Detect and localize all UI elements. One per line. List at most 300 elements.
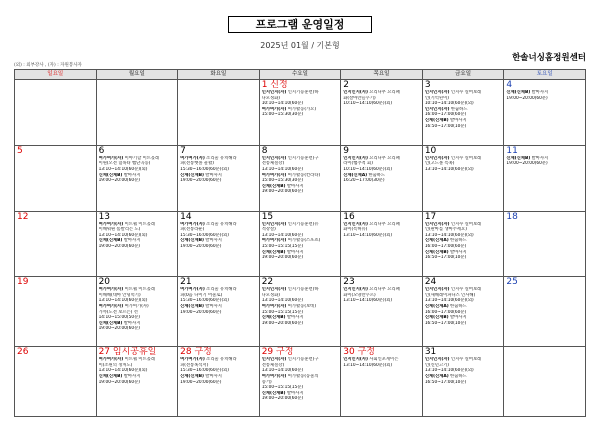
program-text: 13:10~14:10(60분): [261, 166, 304, 172]
program-text: 13:10~14:10(60분)(외): [424, 166, 474, 172]
program-text: 13:10~14:10(60분): [261, 368, 304, 374]
day-number: [425, 80, 502, 90]
program-category: 인지인지(자): [261, 287, 287, 293]
day-number: [17, 146, 94, 156]
day-cell: [422, 347, 504, 417]
calendar-body: [15, 80, 586, 417]
program-category: 인지인지(자): [424, 357, 450, 363]
day-number: [425, 277, 502, 287]
program-entry: [262, 189, 339, 195]
program-text: 발마사지: [285, 183, 304, 189]
day-cell: [259, 80, 341, 146]
day-number: [343, 212, 420, 222]
day-cell: [341, 145, 423, 211]
program-text: 16:00~17:00(60분): [424, 243, 467, 249]
day-cell: [96, 80, 178, 146]
program-entry: [425, 380, 502, 386]
program-entry: [425, 167, 502, 173]
program-category: 신체(신체B): [180, 238, 204, 244]
day-cell: [504, 277, 586, 347]
program-text: 이(소원의 정처도): [98, 362, 133, 368]
program-text: 피(전통헷볼 물활): [180, 161, 214, 167]
program-text: 16:50~17:00(10분): [424, 255, 467, 261]
weekday-header: 수요일: [259, 70, 341, 80]
day-number-value: 13: [98, 211, 111, 222]
program-text: 발마사지: [448, 117, 467, 123]
program-text: 소리울 유치해라: [204, 221, 237, 227]
program-entry: [425, 321, 502, 327]
weekday-header-row: [15, 70, 586, 80]
program-entry: [99, 244, 176, 250]
program-category: 신체(신체A): [424, 304, 449, 310]
day-number-value: 28: [180, 347, 192, 358]
program-text: 화이(특허유): [343, 227, 368, 233]
day-number: [99, 146, 176, 156]
program-text: 인지기능훈련(하: [286, 287, 319, 293]
day-number: [506, 277, 583, 287]
program-text: 13:10~14:10(60분)(외): [424, 232, 474, 238]
program-entry: [99, 380, 176, 386]
program-text: 10:10~14:10(60분)(외): [343, 101, 393, 107]
program-text: 19:00~20:00(60분): [98, 379, 140, 385]
program-category: 인지인지(자): [343, 357, 368, 363]
day-number-value: 18: [506, 211, 518, 222]
program-category: 신체(신체B): [261, 390, 286, 396]
day-cell: [15, 145, 97, 211]
program-text: 13:10~14:10(60분)(외): [343, 232, 393, 238]
program-entry: [180, 244, 257, 250]
day-number-value: 25: [506, 277, 518, 288]
weekday-header: 목요일: [341, 70, 423, 80]
program-text: 이트웰 이트홀레: [123, 287, 156, 293]
program-text: 14:10~15:00(50분): [98, 315, 140, 321]
day-number: [343, 347, 420, 357]
page-title: 프로그램 운영일정: [228, 16, 372, 33]
day-number-value: 17: [424, 211, 437, 222]
program-text: 발마사지: [285, 390, 304, 396]
day-cell: [259, 277, 341, 347]
program-category: 여가여가(자): [261, 172, 287, 178]
program-text: 10:10~14:10(60분): [261, 101, 304, 107]
program-text: 13:10~14:10(60분): [261, 298, 304, 304]
day-cell: [15, 277, 97, 347]
program-text: 이야기할 이트홀레: [123, 155, 160, 161]
day-number: [506, 80, 583, 90]
program-text: 적강살): [261, 227, 276, 233]
program-category: 인지인지(자): [424, 106, 450, 112]
program-text: 발마사지: [122, 238, 141, 244]
program-text: 인(판마를 생마주세요): [424, 227, 467, 233]
day-number: [262, 212, 339, 222]
program-text: 19:00~20:00(60분): [180, 309, 222, 315]
day-number: [343, 277, 420, 287]
week-row: [15, 347, 586, 417]
program-category: 여가여가(자): [98, 357, 124, 363]
day-number: [506, 212, 583, 222]
program-text: 19:00~20:00(60분): [180, 379, 222, 385]
program-text: 인지수 실버보레: [449, 221, 482, 227]
program-text: 요리나무 요리패: [367, 221, 400, 227]
program-text: 전통체질강): [261, 362, 285, 368]
program-text: 여가활동(가요): [286, 106, 316, 112]
day-number-value: 3: [424, 80, 431, 90]
program-text: 19:00~20:00(60분): [261, 320, 304, 326]
program-text: 16:50~17:00(10분): [424, 123, 467, 129]
day-number: [17, 347, 94, 357]
program-text: 인(신년고기): [424, 362, 449, 368]
program-text: 여가활동(컨라타): [286, 172, 321, 178]
program-category: 신체(신체B): [180, 304, 204, 310]
program-text: 16:20~17:00(30분): [343, 178, 385, 184]
day-cell: [15, 211, 97, 277]
day-number: [99, 212, 176, 222]
day-number-value: 10: [424, 145, 437, 156]
program-text: 13:10~14:10(60분)(외): [424, 368, 474, 374]
program-category: 여가여가(자): [180, 155, 205, 161]
program-text: 발마사지: [203, 238, 222, 244]
day-cell: [422, 145, 504, 211]
day-number: [506, 146, 583, 156]
program-text: 이해워뭔 롬발리는 도): [98, 227, 141, 233]
program-entry: [343, 363, 420, 369]
day-cell: [422, 80, 504, 146]
holiday-label: 임시공휴일: [112, 347, 157, 358]
program-text: 15:30~16:00(60분)(외): [180, 298, 229, 304]
day-cell: [259, 211, 341, 277]
program-category: 인지인지(자): [261, 357, 287, 363]
program-text: 13:10~14:10(60분)(외): [343, 298, 393, 304]
week-row: [15, 211, 586, 277]
program-text: 사회인포게이은: [367, 357, 399, 363]
program-text: 13:10~14:10(60분)(외): [98, 298, 148, 304]
program-text: 15:00~15:30(30분): [261, 112, 304, 118]
day-number-value: 23: [343, 277, 355, 288]
program-text: 19:00~20:00(60분): [261, 255, 304, 261]
day-number-value: 1: [261, 80, 268, 90]
program-text: 발마사지: [530, 90, 549, 95]
program-text: 인(고드볼 특혹): [424, 161, 455, 167]
program-text: 발마사지: [203, 304, 222, 310]
program-category: 인지인지(자): [261, 90, 287, 95]
day-cell: [178, 145, 260, 211]
day-number: [262, 347, 339, 357]
program-text: 19:00~20:00(60분): [180, 178, 222, 184]
program-category: 인지인지(자): [424, 90, 450, 95]
program-category: 인지인지(자): [343, 155, 368, 161]
program-text: 인지수 실버보레: [449, 155, 482, 161]
program-text: 15:00~15:30(30분): [261, 178, 304, 184]
program-text: 인지수 실버보레: [449, 90, 482, 95]
program-category: 여가여가(자): [261, 106, 287, 112]
program-entry: [425, 255, 502, 261]
holiday-label: 신정: [270, 80, 288, 90]
program-text: 16:00~17:00(60분): [424, 112, 467, 118]
holiday-label: 구정: [194, 347, 212, 358]
program-text: 요리나무 요리패: [367, 90, 400, 95]
program-text: 피(전통라운): [180, 227, 205, 233]
program-text: 발마사지: [122, 373, 141, 379]
program-category: 신체(신체B): [98, 320, 123, 326]
program-entry: [343, 101, 420, 107]
program-text: 이트웰 이트홀레: [123, 357, 156, 363]
weekday-header: 토요일: [504, 70, 586, 80]
day-number-value: 19: [17, 277, 29, 288]
program-text: 발마사지: [122, 320, 141, 326]
day-number: [99, 277, 176, 287]
day-cell: [422, 277, 504, 347]
program-entry: [262, 112, 339, 118]
program-text: 13:10~14:10(60분)(외): [343, 362, 393, 368]
program-text: 피(0음 나이기 어물로): [180, 292, 223, 298]
program-text: 13:10~14:10(60분)(외): [424, 298, 474, 304]
legend-note: (외) : 외부강사 , (자) : 자원봉사자: [14, 63, 82, 68]
program-text: 15:00~15:15(15분): [261, 385, 304, 391]
day-cell: [504, 80, 586, 146]
program-entry: [262, 321, 339, 327]
program-text: 15:00~15:15(15분): [261, 309, 304, 315]
program-text: 발마사지: [530, 155, 549, 161]
program-text: 요리나무 요리패: [367, 155, 400, 161]
program-text: 13:10~14:10(60분)(외): [98, 166, 148, 172]
program-text: 19:00~20:00(60분): [98, 326, 140, 332]
program-text: 19:00~20:00(60분): [506, 161, 548, 167]
program-category: 신체(신체B): [180, 373, 204, 379]
day-number-value: 20: [98, 277, 111, 288]
weekday-header: 일요일: [15, 70, 97, 80]
program-category: 여가여가(자): [180, 221, 205, 227]
program-text: 19:00~20:00(60분): [261, 189, 304, 195]
day-cell: [341, 277, 423, 347]
program-entry: [343, 178, 420, 184]
program-category: 여가여가(자): [98, 304, 124, 310]
program-text: 인지기능훈련(구: [286, 155, 319, 161]
program-text: 인지수 실버보레: [449, 287, 482, 293]
day-cell: [178, 277, 260, 347]
program-entry: [425, 124, 502, 130]
day-number-value: 4: [506, 80, 513, 90]
program-text: 한숨하드: [448, 373, 467, 379]
program-text: 한숨하드: [448, 304, 467, 310]
program-text: 소리울 유치해라: [204, 287, 237, 293]
day-number-value: 12: [17, 211, 29, 222]
program-entry: [262, 396, 339, 402]
program-category: 여가여가(자): [98, 221, 124, 227]
program-text: 한숨하드: [367, 172, 386, 178]
program-entry: [506, 161, 583, 167]
program-category: 인지인지(자): [343, 90, 368, 95]
day-number: [99, 347, 176, 357]
day-number-value: 22: [261, 277, 274, 288]
program-text: 인지수 실버보레: [449, 357, 482, 363]
program-entry: [180, 178, 257, 184]
program-category: 인지인지(자): [343, 287, 368, 293]
program-text: 13:10~14:10(60분)(외): [98, 232, 148, 238]
week-row: [15, 80, 586, 146]
day-number: [343, 80, 420, 90]
program-category: 신체(신체B): [98, 172, 123, 178]
program-text: 한숨하드: [449, 106, 468, 112]
program-category: 여가여가(자): [98, 155, 124, 161]
weekday-header: 금요일: [422, 70, 504, 80]
program-category: 여가여가(자): [261, 304, 287, 310]
program-text: 여가활동(보데): [286, 304, 316, 310]
day-number-value: 5: [17, 145, 23, 156]
week-row: [15, 277, 586, 347]
program-category: 인지인지(자): [261, 221, 287, 227]
program-category: 신체(신체B): [424, 315, 449, 321]
day-number-value: 11: [506, 145, 518, 156]
program-category: 신체(신체B): [98, 238, 123, 244]
center-name: 한솔너싱홈정원센터: [512, 53, 586, 63]
program-category: 인지인지(자): [261, 155, 287, 161]
day-number: [180, 146, 257, 156]
holiday-label: 구정: [357, 347, 375, 358]
day-number-value: 15: [261, 211, 274, 222]
program-text: 인지기능훈련(하: [286, 90, 319, 95]
day-number-value: 31: [424, 347, 437, 358]
day-cell: [15, 347, 97, 417]
program-category: 신체(신체B): [506, 155, 531, 161]
program-text: 다모정화): [261, 95, 280, 101]
program-category: 여가여가(자): [98, 287, 124, 293]
program-text: 이해해(대마 안녕먹기): [98, 292, 141, 298]
program-category: 신체(신체B): [261, 183, 286, 189]
day-cell: [178, 211, 260, 277]
day-cell: [504, 145, 586, 211]
program-entry: [343, 233, 420, 239]
day-cell: [341, 211, 423, 277]
day-number: [180, 347, 257, 357]
program-entry: [99, 178, 176, 184]
day-cell: [259, 145, 341, 211]
day-number: [262, 80, 339, 90]
day-cell: [422, 211, 504, 277]
program-category: 신체(신체B): [180, 172, 204, 178]
program-text: 발마사지: [448, 315, 467, 321]
program-text: 13:10~14:10(60분)(외): [98, 368, 148, 374]
program-category: 신체(신체B): [261, 315, 286, 321]
program-text: 인지기능훈련(유: [286, 221, 319, 227]
day-cell: [96, 211, 178, 277]
day-cell: [15, 80, 97, 146]
program-text: 피(전통혹석서): [180, 362, 209, 368]
day-number-value: 8: [261, 145, 268, 156]
program-entry: [180, 380, 257, 386]
program-text: 15:30~16:00(60분)(외): [180, 368, 229, 374]
program-text: 화(살아만들쿠기): [343, 95, 376, 101]
program-text: 한숨하드: [448, 238, 467, 244]
program-category: 신체(신체B): [424, 117, 449, 123]
day-cell: [96, 277, 178, 347]
program-text: 화이(모양만쿠르): [343, 292, 376, 298]
week-row: [15, 145, 586, 211]
program-category: 여가여가(자): [180, 287, 205, 293]
program-category: 인지인지(자): [424, 221, 450, 227]
program-text: 가까(도전 보르는) 선: [98, 309, 138, 315]
program-category: 인지인지(자): [424, 287, 450, 293]
program-text: 다모정화): [261, 292, 280, 298]
day-number: [425, 347, 502, 357]
program-category: 신체(신체B): [98, 373, 123, 379]
program-text: 소리울 유치해라: [204, 155, 237, 161]
day-cell: [259, 347, 341, 417]
program-category: 인지인지(자): [343, 221, 368, 227]
program-text: 15:30~16:00(60분)(외): [180, 166, 229, 172]
program-text: 요리나무 요리패: [367, 287, 400, 293]
calendar-table: [14, 69, 586, 417]
day-cell: [504, 347, 586, 417]
day-number-value: 27: [98, 347, 111, 358]
day-number-value: 9: [343, 145, 349, 156]
day-cell: [178, 80, 260, 146]
program-text: 10:10~14:10(60분)(외): [424, 101, 474, 107]
day-cell: [96, 347, 178, 417]
program-text: 전통체질강): [261, 161, 285, 167]
program-text: 증거): [261, 379, 272, 385]
page-subtitle: 2025년 01월 / 기본형: [260, 41, 340, 50]
program-text: 발마사지: [203, 373, 222, 379]
program-text: 이트웰 이트홀레: [123, 221, 156, 227]
program-category: 신체(신체B): [424, 249, 449, 255]
day-number-value: 24: [424, 277, 437, 288]
day-number: [425, 146, 502, 156]
program-entry: [343, 298, 420, 304]
day-number: [17, 212, 94, 222]
program-text: 여가활동(스포츠): [286, 238, 321, 244]
day-number-value: 16: [343, 211, 355, 222]
program-category: 여가여가(자): [180, 357, 205, 363]
program-category: 신체(신체A): [343, 172, 368, 178]
program-text: 여가활동(동물의: [286, 373, 319, 379]
program-text: 19:00~20:00(60분): [261, 396, 304, 402]
program-entry: [180, 310, 257, 316]
day-number: [343, 146, 420, 156]
program-text: 라이(햄추적 회): [343, 161, 373, 167]
program-text: 인(새해레이파나즈 인사해): [424, 292, 476, 298]
program-text: 소리울 유치해라: [204, 357, 237, 363]
program-category: 신체(신체B): [261, 249, 286, 255]
day-cell: [96, 145, 178, 211]
day-number-value: 21: [180, 277, 192, 288]
program-category: 여가여가(자): [261, 373, 287, 379]
day-cell: [341, 80, 423, 146]
day-number-value: 26: [17, 347, 29, 358]
day-number-value: 2: [343, 80, 349, 90]
program-category: 인지인지(자): [424, 155, 450, 161]
program-text: 발마사지: [122, 172, 141, 178]
day-number: [262, 146, 339, 156]
program-text: 여가여가(자): [123, 304, 149, 310]
program-entry: [262, 255, 339, 261]
program-text: 19:00~20:00(60분): [98, 178, 140, 184]
program-text: 13:10~14:10(60분): [261, 232, 304, 238]
program-text: 15:00~15:15(15분): [261, 243, 304, 249]
program-category: 신체(신체A): [424, 238, 449, 244]
day-number: [262, 277, 339, 287]
day-number-value: 29: [261, 347, 274, 358]
program-text: 19:00~20:00(60분): [180, 243, 222, 249]
day-number: [180, 212, 257, 222]
weekday-header: 월요일: [96, 70, 178, 80]
program-text: 인지기능훈련(구: [286, 357, 319, 363]
day-number-value: 30: [343, 347, 355, 358]
weekday-header: 화요일: [178, 70, 260, 80]
program-text: 발마사지: [285, 249, 304, 255]
day-number-value: 7: [180, 145, 186, 156]
holiday-label: 구정: [276, 347, 294, 358]
day-cell: [504, 211, 586, 277]
day-cell: [341, 347, 423, 417]
